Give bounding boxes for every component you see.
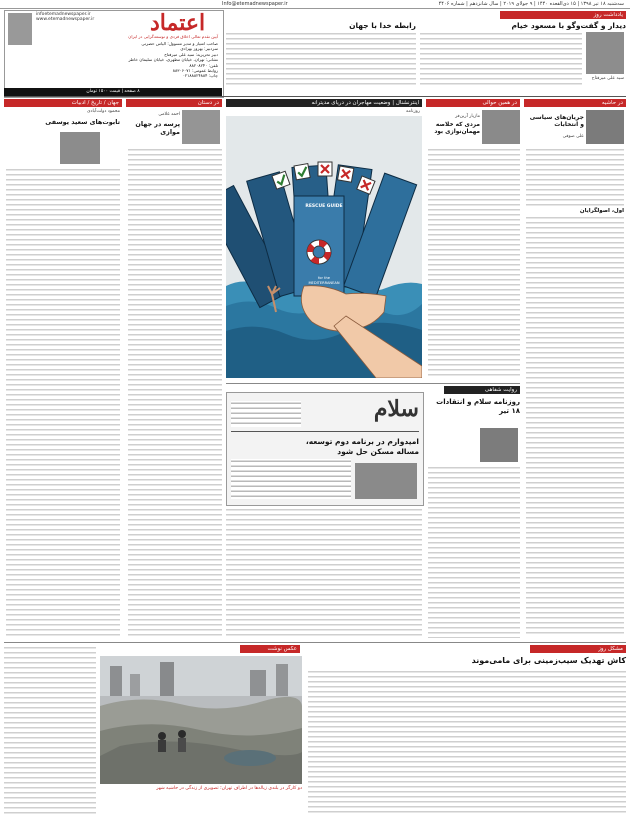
bottom-story-section [530,645,626,653]
clip-masthead: سلام [373,396,419,422]
card-title: RESCUE GUIDE [305,204,343,209]
clip-rule [231,431,419,432]
clip-body [231,459,351,499]
clip-headline: امیدوارم در برنامه دوم توسعه، مساله مسکن حل شود [305,437,419,456]
landfill-svg [100,656,302,784]
col2-author: مازیار آرین‌فر [455,114,480,119]
author-photo [182,110,220,144]
author-photo [480,428,518,462]
col1-body [526,148,624,206]
staff-line: سردبیر: بهروز بهزادی [180,46,218,52]
section-label: در حاشیه [524,99,626,107]
section-label: در دستان [126,99,222,107]
col4-author: احمد غلامی [158,112,180,117]
staff-box [36,41,218,79]
bottom-rule [4,642,626,643]
staff-line: چاپ: ۰۲۱۸۸۸۲۴۸۸۴ [182,73,218,79]
date-line: سه‌شنبه ۱۸ تیر ۱۳۹۸ | ۱۵ ذی‌القعده ۱۴۴۰ | ۹ جولای ۲۰۱۹ | سال شانزدهم | شماره ۴۴۰۶ [438,1,624,7]
archive-body [428,466,520,638]
newspaper-thumbnail [8,13,32,45]
photo-section [240,645,300,653]
site-line[interactable]: infoetemadnewspaper.ir [36,12,91,17]
cartoon-svg [226,116,422,378]
archive-headline[interactable]: روزنامه سلام و انتقادات ۱۸ تیر [436,398,520,415]
col5-section [4,99,122,107]
section-label: یادداشت روز [500,11,626,19]
archive-newspaper-clip [226,392,424,506]
top-story-section [500,11,626,19]
ribbon-rule [4,96,626,97]
staff-line: دبیر تحریریه: سید علی میرفتاح [164,51,218,57]
site-lines [36,12,94,22]
divider [226,383,520,384]
clip-photo [355,463,417,499]
staff-line: روابط عمومی: ۸۸۳۰۶۰۷۱ [172,68,218,74]
lifebuoy-icon [307,240,331,264]
staff-line: صاحب امتیاز و مدیر مسوول: الیاس حضرتی [141,41,218,46]
newspaper-logo: اعتماد [150,10,206,36]
col2-body [428,148,520,378]
author-photo [482,110,520,144]
cartoon-illustration [226,116,422,378]
price-bar: ۸ صفحه | قیمت ۱۵۰۰ تومان [4,88,222,96]
site-line[interactable]: www.etemadnewspaper.ir [36,17,95,22]
section-label: روایت شفاهی [444,386,520,394]
tagline: آیین تقدم تعالی اخلاق فردی و توسعه‌گرایی در ایران [128,34,218,39]
x-mark-icon [318,162,332,176]
section-label: عکس نوشت [240,645,300,653]
col1-body-2 [526,216,624,636]
col5-headline[interactable]: تابوت‌های سعید یوسفی [45,118,120,126]
section-label: اینترنشنال | وضعیت مهاجران در دریای مدیترانه [226,99,422,107]
col4-body [128,148,222,636]
landfill-photo [100,656,302,784]
staff-line: نشانی: تهران، خیابان مطهری، خیابان سلیمان خاطر [128,57,218,63]
bottom-left-body [4,646,96,816]
col1-subhead: اول، اصولگرایان [579,208,624,214]
staff-line: تلفن: ۸۸۲۰۸۲۴۰ [189,62,218,68]
col2-section [426,99,520,107]
section-label: جهان / تاریخ / ادبیات [4,99,122,107]
col2-headline[interactable]: مردی که خلاصه مهمان‌نوازی بود [434,122,480,135]
author-photo [60,132,100,164]
section-label: در همین حوالی [426,99,520,107]
bottom-headline[interactable]: کاش تهدیک سیب‌زمینی برای مامی‌موند [471,656,626,665]
checkmark-icon [294,164,310,180]
col1-headline[interactable]: جریان‌های سیاسی و انتخابات [529,114,584,128]
archive-section [444,386,520,394]
col5-body [6,168,120,638]
top-story-body-2 [226,32,416,87]
x-mark-icon [338,166,354,182]
top-story-headline[interactable]: دیدار و گفت‌وگو با مسعود خیام [511,21,626,30]
bottom-body [308,670,626,816]
col4-section [126,99,222,107]
col1-section [524,99,626,107]
email-address[interactable]: Info@etemadnewspaper.ir [222,1,288,7]
top-story-body [420,32,582,87]
top-story-author: سید علی میرفتاح [591,76,624,81]
cartoon-credit: روزنامه [406,109,420,114]
col3-section [226,99,422,107]
author-photo [586,110,624,144]
clip-text [231,401,301,427]
archive-body-2 [226,508,422,638]
section-label: مشکل روز [530,645,626,653]
photo-caption: دو کارگر در بلندی زباله‌ها در اطراف تهران؛ تصویری از زندگی در حاشیه شهر [156,786,302,791]
middle-story-headline[interactable]: رابطه خدا با جهان [349,21,416,30]
col1-author: علی صوفی [562,134,584,139]
col5-author: محمود دولت‌آبادی [86,109,120,114]
card-subtitle: for the MEDITERRANEAN [308,276,340,285]
col4-headline[interactable]: پرسه در جهان موازی [135,120,180,136]
author-photo [586,32,624,74]
